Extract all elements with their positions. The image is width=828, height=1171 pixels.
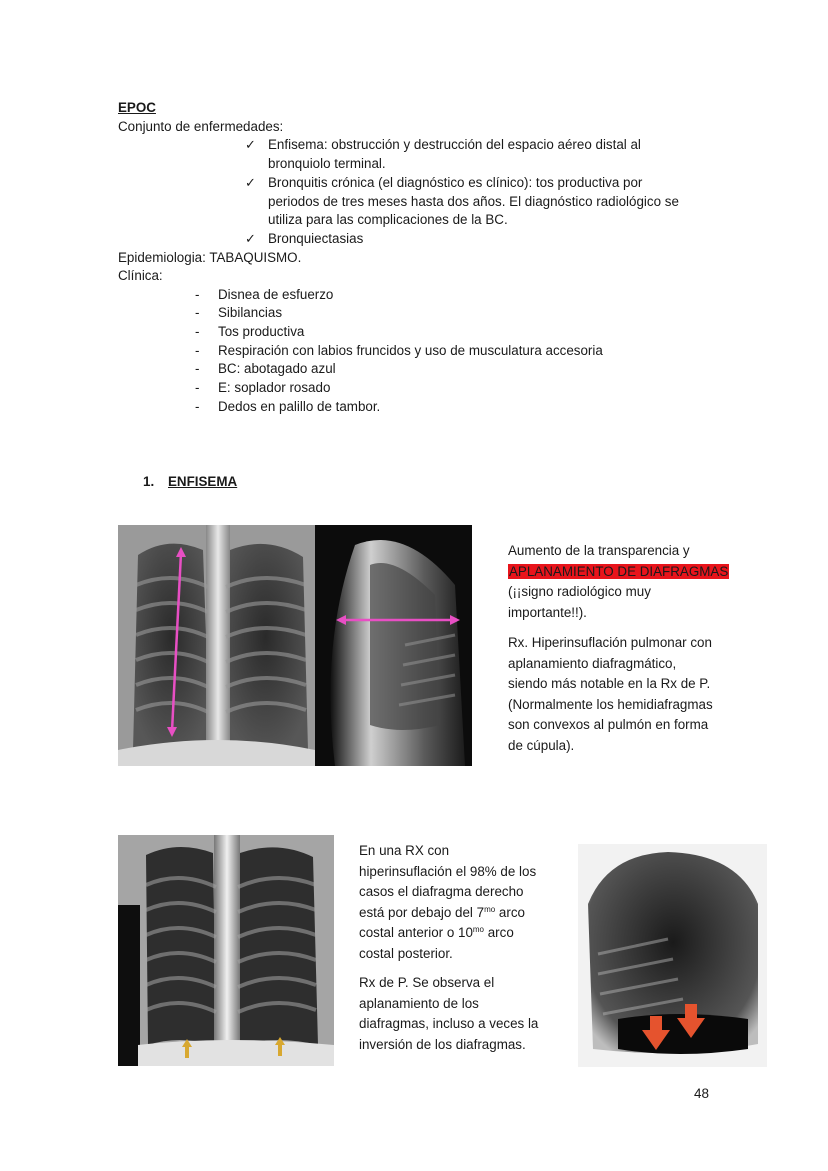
highlighted-diaphragm-flattening: APLANAMIENTO DE DIAFRAGMAS [509, 563, 729, 579]
type-enfisema-line2: bronquiolo terminal. [268, 156, 386, 171]
type-enfisema-line1: Enfisema: obstrucción y destrucción del espacio aéreo distal al [268, 137, 641, 152]
type-bronquitis-line3: utiliza para las complicaciones de la BC. [268, 212, 508, 227]
dash-bullet: - [195, 324, 200, 339]
xray-pa-hyperinflation-image [118, 835, 334, 1066]
caption-line: costal posterior. [359, 945, 453, 961]
caption-hyperinflation-block [508, 633, 713, 756]
checkmark-icon: ✓ [245, 137, 256, 152]
section-number: 1. [143, 474, 155, 489]
dash-bullet: - [195, 305, 200, 320]
symptom-item: E: soplador rosado [218, 380, 331, 395]
clinic-label: Clínica: [118, 268, 163, 283]
dash-bullet: - [195, 361, 200, 376]
checkmark-icon: ✓ [245, 175, 256, 190]
symptom-item: Dedos en palillo de tambor. [218, 399, 381, 414]
caption-flattening-block [508, 541, 729, 623]
caption-line: siendo más notable en la Rx de P. [508, 676, 711, 691]
page-number: 48 [694, 1086, 710, 1101]
caption-line: hiperinsuflación el 98% de los [359, 863, 537, 879]
caption-line: importante!!). [508, 604, 587, 620]
caption-line: (Normalmente los hemidiafragmas [508, 696, 713, 712]
checkmark-icon: ✓ [245, 231, 256, 246]
caption-line: diafragmas, incluso a veces la [359, 1016, 539, 1031]
xray-pa-chest-image [118, 525, 315, 766]
caption-line: de cúpula). [508, 737, 575, 753]
symptom-item: Disnea de esfuerzo [218, 287, 334, 302]
dash-bullet: - [195, 399, 200, 414]
dash-bullet: - [195, 380, 200, 395]
xray-lateral-flattening-image [578, 844, 767, 1067]
symptom-item: Respiración con labios fruncidos y uso de musculatura accesoria [218, 343, 603, 358]
caption-line: Rx. Hiperinsuflación pulmonar con [508, 635, 712, 650]
caption-line: (¡¡signo radiológico muy [508, 584, 651, 599]
caption-line: aplanamiento de los [359, 995, 479, 1011]
caption-line: está por debajo del $7^{mo}$ arco [359, 904, 525, 920]
caption-line: costal anterior o $10^{mo}$ arco [359, 925, 514, 940]
dash-bullet: - [195, 287, 200, 302]
caption-line: Aumento de la transparencia y [508, 543, 690, 558]
caption-line: inversión de los diafragmas. [359, 1036, 526, 1052]
type-bronquiectasias: Bronquiectasias [268, 231, 364, 246]
dash-bullet: - [195, 343, 200, 358]
caption-98-percent-block [359, 841, 536, 964]
symptom-item: BC: abotagado azul [218, 361, 336, 376]
caption-line: aplanamiento diafragmático, [508, 655, 677, 671]
epidemiology: Epidemiologia: TABAQUISMO. [118, 250, 302, 265]
caption-line: En una RX con [359, 843, 450, 858]
section-title: ENFISEMA [168, 474, 238, 489]
caption-line: son convexos al pulmón en forma [508, 717, 709, 732]
type-bronquitis-line1: Bronquitis crónica (el diagnóstico es clínico): tos productiva por [268, 175, 643, 190]
symptom-item: Sibilancias [218, 305, 283, 320]
caption-lateral-block [359, 973, 538, 1055]
xray-lateral-chest-image [315, 525, 472, 766]
caption-line: Rx de P. Se observa el [359, 975, 495, 990]
epoc-title: EPOC [118, 100, 156, 115]
epoc-intro: Conjunto de enfermedades: [118, 119, 284, 134]
caption-line: casos el diafragma derecho [359, 884, 524, 899]
type-bronquitis-line2: periodos de tres meses hasta dos años. El diagnóstico radiológico se [268, 194, 679, 209]
symptom-item: Tos productiva [218, 324, 305, 339]
